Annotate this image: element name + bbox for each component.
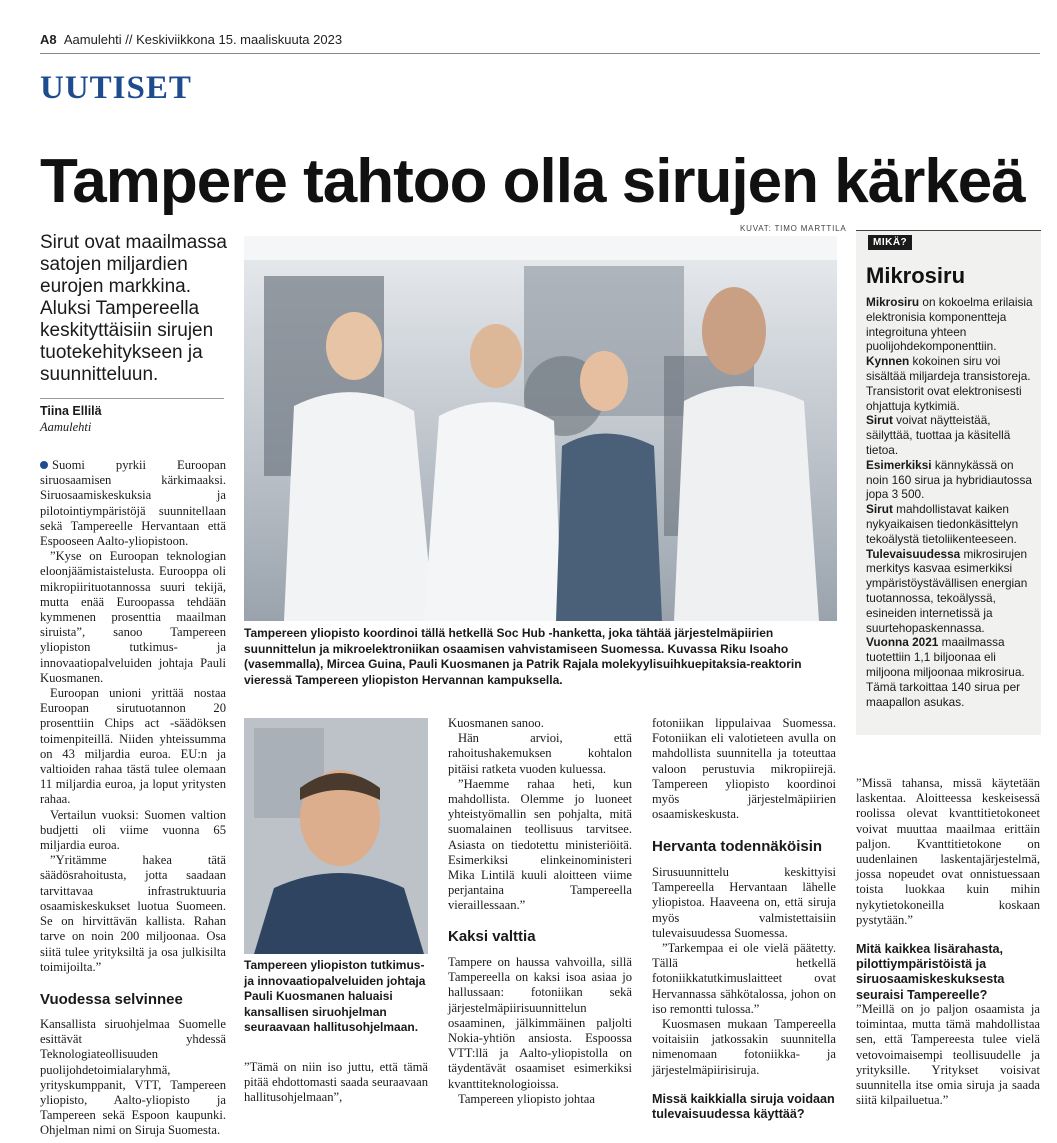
subheading-vuodessa: Vuodessa selvinnee xyxy=(40,991,183,1008)
section-title: UUTISET xyxy=(40,70,192,106)
body-column-3: Kuosmanen sanoo. Hän arvioi, että rahoitushakemuksen kohtalon pitäisi ratketa vuoden kuluessa. ”Haemme rahaa heti, kun mahdollista. Olemme jo luoneet yhteistyömallin sen pohjalta, mitä suomalainen teollisuus tarvitsee. Asiasta on tiedotettu ministeriöitä. Esimerkiksi elinkeinoministeri Mika Lintilä kuuli aloitteen viime perjantaina Tampereella vieraillessaan.” xyxy=(448,716,632,913)
body-column-4b: Sirusuunnittelu keskittyisi Tampereella Hervantaan lähelle yliopistoa. Haaveena on, että siruja myös valmistettaisiin tulevaisuudessa Suomessa. ”Tarkempaa ei ole vielä päätetty. Tällä hetkellä fotoniikkatutkimuslaitteet ovat Hervannassa sähkötalossa, johon on iso remontti tulossa.” Kuosmasen mukaan Tampereella voitaisiin jatkossakin suunnitella nimenomaan fotoniikka- ja järjestelmäpiirisiruja. xyxy=(652,865,836,1077)
body-column-1: Suomi pyrkii Euroopan siruosaamisen kärkimaaksi. Siruosaamiskeskuksia ja pilotointiympäristöjä suunnitellaan sekä Tampereelle Hervantaan että Espooseen Aalto-yliopistoon. ”Kyse on Euroopan teknologian eloonjäämistaistelusta. Eurooppa oli mikropiirituotannossa suuri tekijä, mutta enää Euroopassa tehdään kymmenen prosenttia maailman siruista”, sanoo Tampereen yliopiston tutkimus- ja innovaatiopalveluiden johtaja Pauli Kuosmanen. Euroopan unioni yrittää nostaa Euroopan sirutuotannon 20 prosenttiin Chips act -säädöksen toimenpiteillä. Niiden yhteissumma on 43 miljardia euroa. EU:n ja valtioiden rahaa tästä tulee olemaan 11 miljardia euroa, ja loput yritysten rahaa. Vertailun vuoksi: Suomen valtion budjetti oli viime vuonna 65 miljardia euroa. ”Yritämme hakea tätä säädösrahoitusta, jotta saadaan tarvittavaa infrastruktuuria osaamiskeskukset luotua Suomeen. Se on hirvittävän kallista. Rahan tarve on noin 200 miljoonaa. Osa siitä tulee yrityksiltä ja osa julkisilta toimijoilta.” xyxy=(40,458,226,974)
byline-rule xyxy=(40,398,224,399)
page-folio: A8 Aamulehti // Keskiviikkona 15. maaliskuuta 2023 xyxy=(40,32,343,47)
subheading-kaksi-valttia: Kaksi valttia xyxy=(448,928,536,945)
factbox-body xyxy=(866,295,1034,709)
header-rule xyxy=(40,53,1040,54)
portrait-photo xyxy=(244,718,428,954)
factbox-item: Mikrosiru on kokoelma erilaisia elektronisia komponentteja integroituna yhteen puolijohdekomponenttiin. xyxy=(866,295,1033,354)
factbox-item: Vuonna 2021 maailmassa tuotettiin 1,1 biljoonaa eli miljoona miljoonaa mikrosirua. Tämä tarkoittaa 140 sirua per maapallon asukas. xyxy=(866,635,1025,709)
byline-publication: Aamulehti xyxy=(40,420,92,434)
headline: Tampere tahtoo olla sirujen kärkeä xyxy=(40,147,1025,216)
photo-credit: KUVAT: TIMO MARTTILA xyxy=(740,224,847,233)
main-photo-caption: Tampereen yliopisto koordinoi tällä hetkellä Soc Hub -hanketta, joka tähtää järjestelmäpiirien suunnittelun ja mikroelektroniikan osaamisen vahvistamiseen Suomessa. Kuvassa Riku Isoaho (vasemmalla), Mircea Guina, Pauli Kuosmanen ja Patrik Rajala molekyylisuihkuepitaksia-reaktorin vieressä Tampereen yliopiston Hervannan kampuksella. xyxy=(244,626,802,687)
factbox-item: Tulevaisuudessa mikrosirujen merkitys kasvaa esimerkiksi ympäristöystävällisen energian tuotannossa, tekoälyssä, esineiden internetissä ja suurtehopaskennassa. xyxy=(866,546,1028,635)
bullet-icon xyxy=(40,461,48,469)
lead-paragraph: Sirut ovat maailmassa satojen miljardien eurojen markkina. Aluksi Tampereella keskityttäisiin sirujen tuotekehitykseen ja suunnitteluun. xyxy=(40,232,227,385)
factbox-item: Kynnen kokoinen siru voi sisältää miljardeja transistoreja. Transistorit ovat elektronisesti ohjattuja kytkimiä. xyxy=(866,354,1031,413)
interview-question-1: Missä kaikkialla siruja voidaan tulevaisuudessa käyttää? xyxy=(652,1092,835,1122)
byline-author: Tiina Ellilä xyxy=(40,404,102,418)
factbox-tag: MIKÄ? xyxy=(868,235,912,250)
factbox-item: Sirut mahdollistavat kaiken nykyaikaisen tiedonkäsittelyn tekoälystä tietoliikenteeseen. xyxy=(866,502,1019,546)
interview-question-2: Mitä kaikkea lisärahasta, pilottiympäristöistä ja siruosaamiskeskuksesta seuraisi Tampereelle? xyxy=(856,942,1005,1002)
body-column-4: fotoniikan lippulaivaa Suomessa. Fotoniikan eli valotieteen avulla on mahdollista suunnitella ja toteuttaa valoon perustuvia mikropiirejä. Tampereen yliopisto koordinoi myös järjestelmäpiirien osaamiskeskusta. xyxy=(652,716,836,822)
main-photo xyxy=(244,236,837,621)
factbox-title: Mikrosiru xyxy=(866,263,966,288)
body-column-1b: Kansallista siruohjelmaa Suomelle esittävät yhdessä Teknologiateollisuuden puolijohdetoimialaryhmä, yrityskumppanit, VTT, Tampereen yliopisto, Aalto-yliopisto ja Tampereen sekä Espoon kaupunki. Ohjelman nimi on Siruja Suomesta. xyxy=(40,1017,226,1138)
subheading-hervanta: Hervanta todennäköisin xyxy=(652,838,823,855)
body-column-5: ”Missä tahansa, missä käytetään laskentaa. Aloitteessa keskeisessä roolissa olevat kvanttitietokoneet voivat muuttaa maailmaa erittäin paljon. Kvanttitietokone on uudenlainen laskentajärjestelmä, jossa nopeudet ovat onnistuessaan toista luokkaa kuin mihin nykytietokoneilla koskaan pystytään.” xyxy=(856,776,1040,927)
factbox-item: Sirut voivat näytteistää, säilyttää, tuottaa ja käsitellä tietoa. xyxy=(866,413,1011,457)
body-column-2b: ”Tämä on niin iso juttu, että tämä pitää ehdottomasti saada seuraavaan hallitusohjelmaan”, xyxy=(244,1060,428,1105)
body-column-5b: ”Meillä on jo paljon osaamista ja toimintaa, mutta tämä mahdollistaa sen, että Tampereesta tulee vielä vetovoimaisempi teollisuudelle ja yrityksille. Yritykset voisivat suunnitella itse omia siruja ja saada siitä kilpailuetua.” xyxy=(856,1002,1040,1108)
portrait-caption: Tampereen yliopiston tutkimus- ja innovaatiopalveluiden johtaja Pauli Kuosmanen haluaisi kansallisen siruohjelman seuraavaan hallitusohjelmaan. xyxy=(244,958,426,1035)
factbox-item: Esimerkiksi kännykässä on noin 160 sirua ja hybridiautossa jopa 3 500. xyxy=(866,457,1032,502)
body-column-3b: Tampere on haussa vahvoilla, sillä Tampereella on kaksi isoa asiaa jo hallussaan: fotoniikan sekä järjestelmäpiirisuunnittelun osaaminen, jälkimmäinen paljolti Nokia-yhtiön ansiosta. Espoossa VTT:llä ja Aalto-yliopistolla on täydentävät osaamiset esimerkiksi kvanttiteknologioissa. Tampereen yliopisto johtaa xyxy=(448,955,632,1106)
